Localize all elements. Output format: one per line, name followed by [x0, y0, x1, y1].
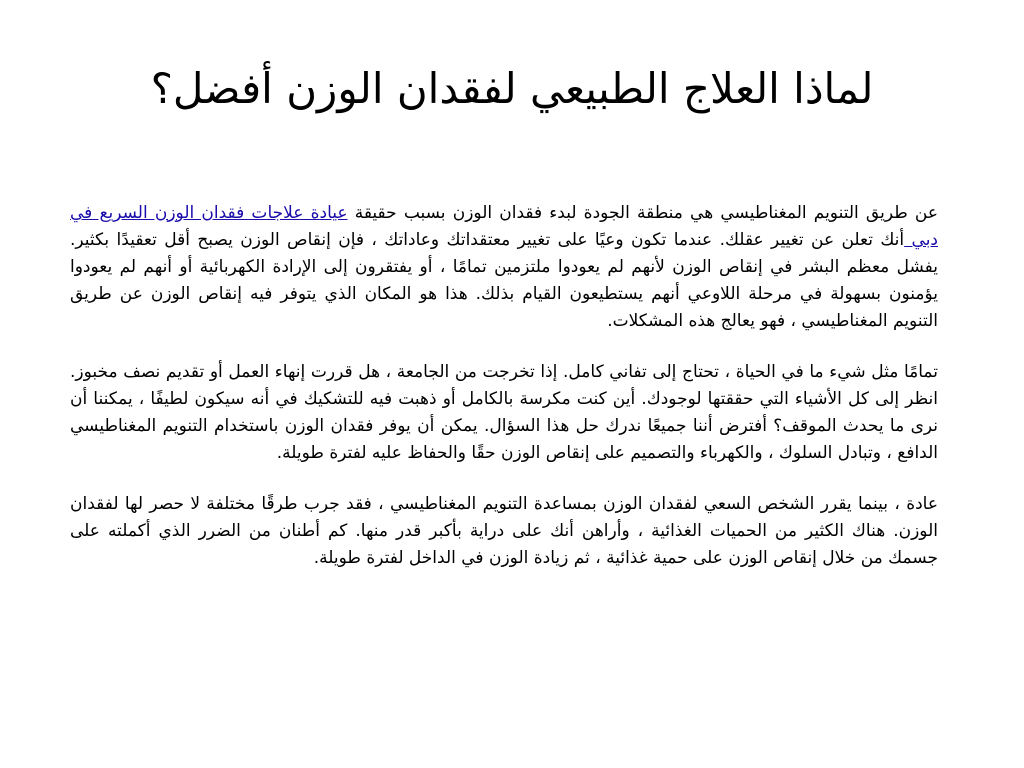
paragraph-1-text-start: عن طريق التنويم المغناطيسي هي منطقة الجودة لبدء فقدان الوزن بسبب حقيقة — [347, 203, 938, 223]
paragraph-2: تمامًا مثل شيء ما في الحياة ، تحتاج إلى تفاني كامل. إذا تخرجت من الجامعة ، هل قررت إنهاء العمل أو تقديم نصف مخبوز. انظر إلى كل الأشياء التي حققتها لوجودك. أين كنت مكرسة بالكامل أو ذهبت فيه للتشكيك في أنه سيكون لطيفًا ، يمكننا أن نرى ما يحدث الموقف؟ أفترض أننا جميعًا ندرك حل هذا السؤال. يمكن أن يوفر فقدان الوزن باستخدام التنويم المغناطيسي الدافع ، وتبادل السلوك ، والكهرباء والتصميم على إنقاص الوزن حقًا والحفاظ عليه لفترة طويلة. — [70, 362, 938, 463]
paragraph-3: عادة ، بينما يقرر الشخص السعي لفقدان الوزن بمساعدة التنويم المغناطيسي ، فقد جرب طرقًا مختلفة لا حصر لها لفقدان الوزن. هناك الكثير من الحميات الغذائية ، وأراهن أنك على دراية بأكبر قدر منها. كم أطنان من الضرر الذي أكملته على جسمك من خلال إنقاص الوزن على حمية غذائية ، ثم زيادة الوزن في الداخل لفترة طويلة. — [70, 494, 938, 568]
paragraph-1-text-end: أنك تعلن عن تغيير عقلك. عندما تكون وعيًا على تغيير معتقداتك وعاداتك ، فإن إنقاص الوزن يصبح أقل تعقيدًا بكثير. يفشل معظم البشر في إنقاص الوزن لأنهم لم يعودوا ملتزمين تمامًا ، أو يفتقرون إلى الإرادة الكهربائية أو أنهم لم يعودوا يؤمنون بسهولة في مرحلة اللاوعي أنهم يستطيعون القيام بذلك. هذا هو المكان الذي يتوفر فيه إنقاص الوزن عن طريق التنويم المغناطيسي ، فهو يعالج هذه المشكلات. — [70, 230, 938, 331]
slide-body — [70, 200, 938, 572]
slide-title: لماذا العلاج الطبيعي لفقدان الوزن أفضل؟ — [150, 64, 874, 113]
clinic-link[interactable]: عيادة علاجات فقدان الوزن السريع في دبي — [70, 203, 939, 250]
paragraph-1 — [70, 200, 938, 335]
